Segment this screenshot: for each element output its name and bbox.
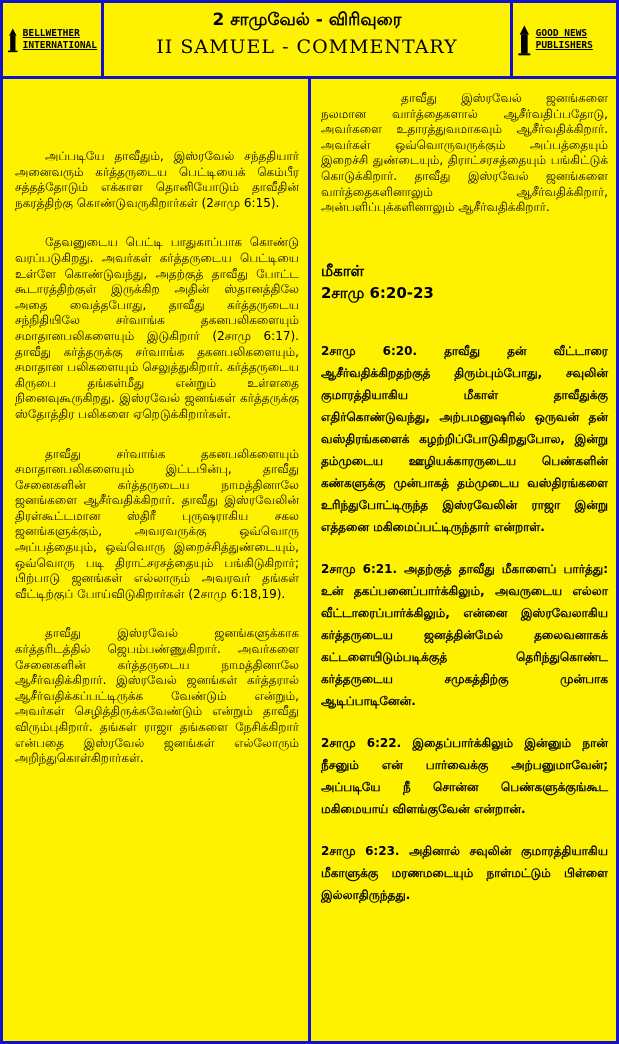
- section-heading: [321, 260, 608, 304]
- verse-paragraph: 2சாமு 6:22. இதைப்பார்க்கிலும் இன்னும் நான் நீசனும் என் பார்வைக்கு அற்பனுமாவேன்; அப்படியே நீ சொன்ன பெண்களுக்குங்கூட மகிமையாய் விளங்குவேன் என்றான்.: [321, 735, 608, 816]
- good-news-logo: [513, 3, 616, 76]
- left-paragraph: தாவீது இஸ்ரவேல் ஜனங்களுக்காக கர்த்தரிடத்தில் ஜெபம்பண்ணுகிறார். அவர்களை சேனைகளின் கர்த்தருடைய நாமத்தினாலே ஆசீர்வதிக்கிறார். இஸ்ரவேல் ஜனங்கள் கர்த்தரால் ஆசீர்வதிக்கப்பட்டிருக்க வேண்டும் என்றும், அவர்கள் செழித்திருக்கவேண்டும் என்றும் தாவீது விரும்புகிறார். தங்கள் ராஜா தங்களை நேசிக்கிறார் என்பதை இஸ்ரவேல் ஜனங்கள் எல்லோரும் அறிந்துகொள்கிறார்கள்.: [15, 626, 299, 766]
- logo-left-text: BELLWETHER INTERNATIONAL: [22, 27, 97, 51]
- bell-tower-icon: [517, 16, 532, 64]
- right-intro-paragraph: தாவீது இஸ்ரவேல் ஜனங்களை நலமான வார்த்தைகளால் ஆசீர்வதிப்பதோடு, அவர்களை உதாரத்துவமாகவும் ஆசீர்வதிக்கிறார். அவர்கள் ஒவ்வொருவருக்கும் அப்பத்தையும் இறைச்சி துண்டையும், திராட்சரசத்தையும் பங்கிட்டுக் கொடுக்கிறார். தாவீது இஸ்ரவேல் ஜனங்களை வார்த்தைகளினாலும் ஆசீர்வதிக்கிறார், அன்பளிப்புக்களினாலும் ஆசீர்வதிக்கிறார்.: [321, 91, 608, 215]
- left-column: [3, 79, 308, 1041]
- verse-paragraph: 2சாமு 6:21. அதற்குத் தாவீது மீகாளைப் பார்த்து: உன் தகப்பனைப்பார்க்கிலும், அவருடைய எல்லா வீட்டாரைப்பார்க்கிலும், என்னை இஸ்ரவேலாகிய கர்த்தருடைய ஜனத்தின்மேல் தலைவனாகக் கட்டளையிடும்படிக்குத் தெரிந்துகொண்ட கர்த்தருடைய சமுகத்திற்கு முன்பாக ஆடிப்பாடினேன்.: [321, 561, 608, 708]
- left-paragraph: தாவீது சர்வாங்க தகனபலிகளையும் சமாதானபலிகளையும் இட்டபின்பு, தாவீது சேனைகளின் கர்த்தருடைய நாமத்தினாலே ஜனங்களை ஆசீர்வதிக்கிறார். தாவீது இஸ்ரவேலின் திரள்கூட்டமான ஸ்திரீ புருஷராகிய சகல ஜனங்களுக்கும், அவரவருக்கு ஒவ்வொரு அப்பத்தையும், ஒவ்வொரு இறைச்சித்துண்டையும், ஒவ்வொரு படி திராட்சரசத்தையும் பங்கிடுகிறார்; பிற்பாடு ஜனங்கள் எல்லாரும் அவரவர் தங்கள் வீட்டிற்குப் போய்விடுகிறார்கள் (2சாமு 6:18,19).: [15, 446, 299, 601]
- page-title-tamil: 2 சாமுவேல் - விரிவுரை: [212, 10, 402, 30]
- page-header: [104, 3, 510, 76]
- right-column: [311, 79, 616, 1041]
- section-heading-name: மீகாள்: [321, 261, 365, 280]
- bell-tower-icon: [7, 16, 19, 64]
- left-paragraph: அப்படியே தாவீதும், இஸ்ரவேல் சந்ததியார் அனைவரும் கர்த்தருடைய பெட்டியைக் கெம்பீர சத்தத்தோடும் எக்காள தொனியோடும் தாவீதின் நகரத்திற்கு கொண்டுவருகிறார்கள் (2சாமு 6:15).: [15, 149, 299, 210]
- page-title-english: II SAMUEL - COMMENTARY: [156, 36, 458, 58]
- verse-paragraph: 2சாமு 6:20. தாவீது தன் வீட்டாரை ஆசீர்வதிக்கிறதற்குத் திரும்பும்போது, சவுலின் குமாரத்தியாகிய மீகாள் தாவீதுக்கு எதிர்கொண்டுவந்து, அற்பமனுஷரில் ஒருவன் தன் வஸ்திரங்களைக் கழற்றிப்போடுகிறதுபோல, இன்று தம்முடைய ஊழியக்காரருடைய பெண்களின் கண்களுக்கு முன்பாகத் தம்முடைய வஸ்திரங்களை உரிந்துபோட்டிருந்த இஸ்ரவேலின் ராஜா இன்று எத்தனை மகிமைப்பட்டிருந்தார் என்றாள்.: [321, 343, 608, 534]
- verse-paragraph: 2சாமு 6:23. அதினால் சவுலின் குமாரத்தியாகிய மீகாளுக்கு மரணமடையும் நாள்மட்டும் பிள்ளை இல்லாதிருந்தது.: [321, 843, 608, 902]
- logo-right-text: GOOD NEWS PUBLISHERS: [535, 27, 593, 51]
- left-paragraph: தேவனுடைய பெட்டி பாதுகாப்பாக கொண்டு வரப்படுகிறது. அவர்கள் கர்த்தருடைய பெட்டியை உள்ளே கொண்டுவந்து, அதற்குத் தாவீது போட்ட கூடாரத்திற்குள் இருக்கிற அதின் ஸ்தானத்திலே அதை வைத்தபோது, தாவீது கர்த்தருடைய சந்நிதியிலே சர்வாங்க தகனபலிகளையும் சமாதானபலிகளையும் இடுகிறார் (2சாமு 6:17). தாவீது கர்த்தருக்கு சர்வாங்க தகனபலிகளையும், சமாதான பலிகளையும் செலுத்துகிறார். கர்த்தருடைய கிருபை தங்கள்மீது என்றும் உள்ளதை நினைவுகூருகிறது. இஸ்ரவேல் ஜனங்கள் கர்த்தருக்கு ஸ்தோத்திர பலிகளை ஏறெடுக்கிறார்கள்.: [15, 235, 299, 421]
- section-heading-reference: 2சாமு 6:20-23: [321, 283, 434, 302]
- bellwether-logo: [3, 3, 101, 76]
